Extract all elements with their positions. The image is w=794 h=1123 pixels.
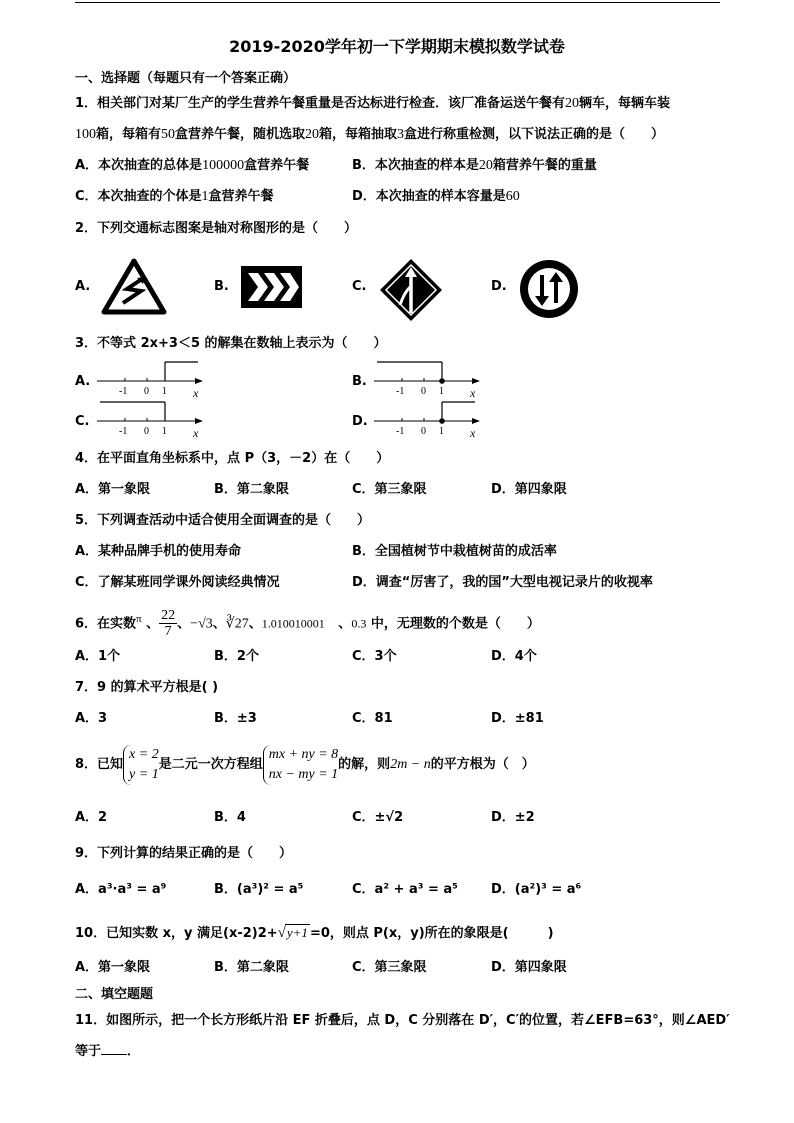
q4-option-c[interactable]: C．第三象限: [352, 482, 427, 497]
q1-line2: 100箱，每箱有50盒营养午餐，随机选取20箱，每箱抽取3盒进行称重检测，以下说法正确的是（ ）: [75, 127, 665, 142]
q9-option-a[interactable]: A．a³·a³ = a⁹: [75, 882, 167, 897]
q3-label-c[interactable]: C.: [75, 414, 90, 429]
q9-option-c[interactable]: C．a² + a³ = a⁵: [352, 882, 458, 897]
q4-text: 4．在平面直角坐标系中，点 P（3，－2）在（ ）: [75, 451, 390, 466]
q1-option-b[interactable]: B．本次抽查的样本是20箱营养午餐的重量: [352, 158, 597, 173]
q4-option-b[interactable]: B．第二象限: [214, 482, 289, 497]
number-line-b[interactable]: [372, 360, 487, 400]
q2-text: 2．下列交通标志图案是轴对称图形的是（ ）: [75, 221, 358, 236]
q6-option-a[interactable]: A．1个: [75, 649, 121, 664]
q9-option-b[interactable]: B．(a³)² = a⁵: [214, 882, 304, 897]
q3-label-b[interactable]: B.: [352, 374, 367, 389]
q2-label-d[interactable]: D.: [491, 279, 507, 294]
q8-option-d[interactable]: D．±2: [491, 810, 535, 825]
q2-label-c[interactable]: C.: [352, 279, 367, 294]
section-choice-heading: 一、选择题（每题只有一个答案正确）: [75, 71, 297, 86]
q11-line2: 等于 ．: [75, 1044, 141, 1059]
svg-text:0: 0: [144, 426, 149, 437]
q1-option-c[interactable]: C．本次抽查的个体是1盒营养午餐: [75, 189, 274, 204]
q9-text: 9．下列计算的结果正确的是（ ）: [75, 846, 293, 861]
svg-text:0: 0: [421, 426, 426, 437]
q5-option-d[interactable]: D．调查“厉害了，我的国”大型电视记录片的收视率: [352, 575, 653, 590]
q7-option-a[interactable]: A．3: [75, 711, 108, 726]
svg-text:-1: -1: [119, 386, 128, 397]
q8-text: 8．已知 x = 2 y = 1 是二元一次方程组 mx + ny = 8 nx − my = 1 的解，则2m − n的平方根为（ ）: [75, 742, 535, 790]
q10-option-d[interactable]: D．第四象限: [491, 960, 567, 975]
svg-text:1: 1: [439, 426, 444, 437]
q8-option-b[interactable]: B．4: [214, 810, 246, 825]
header-rule: [75, 2, 720, 3]
svg-text:x: x: [470, 426, 476, 440]
q7-text: 7．9 的算术平方根是( ): [75, 680, 219, 695]
q10-option-a[interactable]: A．第一象限: [75, 960, 151, 975]
q3-label-a[interactable]: A.: [75, 374, 91, 389]
two-way-traffic-sign-icon[interactable]: [518, 258, 580, 320]
q6-option-d[interactable]: D．4个: [491, 649, 537, 664]
svg-text:x: x: [193, 386, 199, 400]
q11-answer-blank[interactable]: [101, 1054, 127, 1055]
svg-text:-1: -1: [396, 386, 405, 397]
q8-option-a[interactable]: A．2: [75, 810, 108, 825]
q10-text: 10．已知实数 x，y 满足(x-2)2+√y+1 =0，则点 P(x，y)所在的象限是( ): [75, 925, 554, 941]
svg-text:0: 0: [144, 386, 149, 397]
q2-label-b[interactable]: B.: [214, 279, 229, 294]
warning-sign-icon[interactable]: [101, 257, 167, 315]
svg-text:0: 0: [421, 386, 426, 397]
section-fill-heading: 二、填空题题: [75, 987, 154, 1002]
page-title: 2019-2020学年初一下学期期末模拟数学试卷: [229, 37, 565, 56]
q7-option-b[interactable]: B．±3: [214, 711, 257, 726]
q4-option-d[interactable]: D．第四象限: [491, 482, 567, 497]
q10-option-b[interactable]: B．第二象限: [214, 960, 289, 975]
svg-text:-1: -1: [396, 426, 405, 437]
q2-label-a[interactable]: A.: [75, 279, 91, 294]
q9-option-d[interactable]: D．(a²)³ = a⁶: [491, 882, 582, 897]
svg-text:x: x: [470, 386, 476, 400]
q3-text: 3．不等式 2x+3＜5 的解集在数轴上表示为（ ）: [75, 336, 387, 351]
q1-line1: 1．相关部门对某厂生产的学生营养午餐重量是否达标进行检查．该厂准备运送午餐有20辆车，每辆车装: [75, 96, 671, 111]
svg-text:-1: -1: [119, 426, 128, 437]
chevron-sign-icon[interactable]: [240, 265, 303, 309]
svg-text:1: 1: [162, 386, 167, 397]
number-line-c[interactable]: [95, 400, 210, 440]
q11-line1: 11．如图所示，把一个长方形纸片沿 EF 折叠后，点 D，C 分别落在 D′，C′的位置，若∠EFB=63°，则∠AED′: [75, 1013, 730, 1028]
number-line-d[interactable]: [372, 400, 487, 440]
svg-text:1: 1: [439, 386, 444, 397]
q6-text: 6．在实数$^\pi$ 、 $\frac{22}{7}$ 、−√3、∛27、1.010010001 、0.3 中，无理数的个数是（ ）: [75, 608, 540, 640]
svg-text:1: 1: [162, 426, 167, 437]
q10-option-c[interactable]: C．第三象限: [352, 960, 427, 975]
q8-option-c[interactable]: C．±√2: [352, 810, 404, 825]
merge-sign-icon[interactable]: [378, 257, 444, 323]
q5-option-b[interactable]: B．全国植树节中栽植树苗的成活率: [352, 544, 557, 559]
q4-option-a[interactable]: A．第一象限: [75, 482, 151, 497]
svg-text:x: x: [193, 426, 199, 440]
q1-option-d[interactable]: D．本次抽查的样本容量是60: [352, 189, 520, 204]
q5-option-c[interactable]: C．了解某班同学课外阅读经典情况: [75, 575, 280, 590]
q6-option-b[interactable]: B．2个: [214, 649, 259, 664]
number-line-a[interactable]: [95, 360, 210, 400]
q5-option-a[interactable]: A．某种品牌手机的使用寿命: [75, 544, 242, 559]
q6-option-c[interactable]: C．3个: [352, 649, 397, 664]
q7-option-c[interactable]: C．81: [352, 711, 393, 726]
q5-text: 5．下列调查活动中适合使用全面调查的是（ ）: [75, 513, 371, 528]
q3-label-d[interactable]: D.: [352, 414, 368, 429]
q1-option-a[interactable]: A．本次抽查的总体是100000盒营养午餐: [75, 158, 310, 173]
q7-option-d[interactable]: D．±81: [491, 711, 544, 726]
